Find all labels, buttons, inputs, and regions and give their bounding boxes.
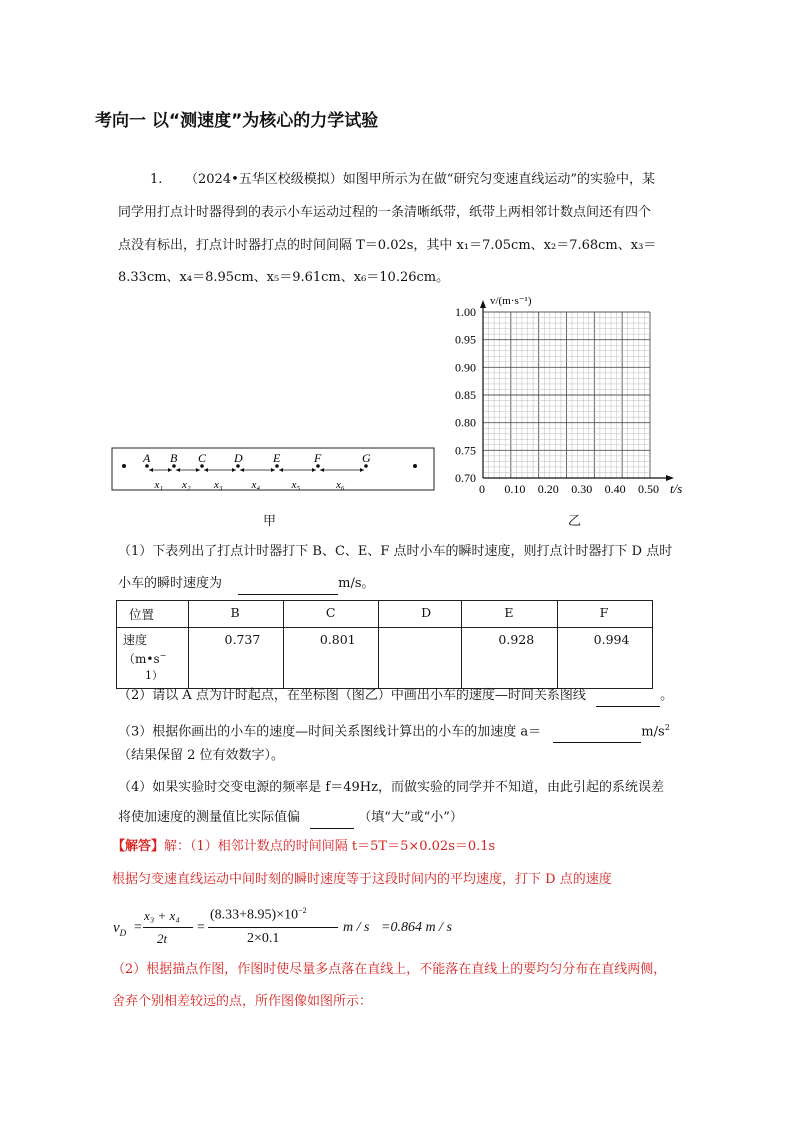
part1-line-2-prefix: 小车的瞬时速度为	[118, 576, 223, 591]
part3-line-1: （3）根据你画出的小车的速度—时间关系图线计算出的小车的加速度 $a= m/s^2$	[118, 718, 670, 743]
question-intro-line-3: 点没有标出，打点计时器打点的时间间隔 T＝0.02s，其中 x₁＝7.05cm、x₂＝7.68cm、x₃＝	[118, 238, 657, 253]
tape-point-label-b: B	[170, 451, 178, 465]
page-title: 考向一 以“测速度”为核心的力学试验	[95, 111, 379, 131]
answer-blank-bias[interactable]	[310, 808, 354, 829]
part1-line-2	[118, 574, 375, 595]
tape-segment-label-3: x₃	[214, 479, 223, 491]
tape-segment-label-4: x₄	[251, 479, 261, 491]
tape-segment-arrow-right-5	[312, 468, 316, 472]
tape-segment-arrow-right-2	[196, 468, 200, 472]
answer-line-1: 【解答】解：（1）相邻计数点的时间间隔 t＝5T＝5×0.02s＝0.1s	[112, 839, 496, 854]
table-cell-c: 0.801	[283, 628, 378, 689]
part3-line-2: （结果保留 2 位有效数字）。	[118, 748, 285, 763]
tape-segment-arrow-right-1	[168, 468, 172, 472]
tape-segment-arrow-left-6	[320, 468, 324, 472]
figure-caption-jia: 甲	[263, 514, 277, 529]
part1-line-1: （1）下表列出了打点计时器打下 B、C、E、F 点时小车的瞬时速度，则打点计时器打下 D 点时	[118, 544, 673, 559]
tape-segment-arrow-right-6	[360, 468, 364, 472]
formula-unit: m / s	[343, 920, 370, 935]
tape-segment-label-1: x₁	[154, 479, 164, 491]
answer-line-3: （2）根据描点作图，作图时使尽量多点落在直线上，不能落在直线上的要均匀分布在直线两侧，	[112, 962, 667, 977]
x-tick-label: 0.10	[504, 482, 526, 496]
table-cell-d[interactable]	[379, 628, 462, 689]
tape-segment-arrow-left-4	[240, 468, 244, 472]
formula-frac2-den: 2×0.1	[247, 931, 280, 946]
table-cell-b: 0.737	[188, 628, 283, 689]
answer-label: 【解答】	[112, 839, 165, 854]
table-cell-e: 0.928	[462, 628, 557, 689]
answer-line-2: 根据匀变速直线运动中间时刻的瞬时速度等于这段时间内的平均速度，打下 D 点的速度	[112, 872, 612, 887]
y-tick-label: 0.75	[455, 443, 476, 458]
table-header-f: F	[557, 601, 652, 628]
question-intro-line-2: 同学用打点计时器得到的表示小车运动过程的一条清晰纸带，纸带上两相邻计数点间还有四个	[118, 205, 652, 220]
answer-blank-graph[interactable]	[596, 686, 660, 707]
part4-line-2: 将使加速度的测量值比实际值偏 （填“大”或“小”）	[118, 808, 463, 829]
question-intro-line-4: 8.33cm、x₄＝8.95cm、x₅＝9.61cm、x₆＝10.26cm。	[118, 270, 450, 285]
answer-blank-d-velocity[interactable]	[238, 574, 338, 595]
tape-point-label-a: A	[143, 451, 151, 465]
tape-segment-label-6: x₆	[336, 479, 345, 491]
tape-dot-right	[413, 464, 417, 468]
table-header-c: C	[283, 601, 378, 628]
y-axis-label: v/(m·s⁻¹)	[490, 295, 532, 307]
tape-point-label-f: F	[314, 451, 322, 465]
x-axis-label: t/s	[670, 481, 683, 496]
table-header-e: E	[462, 601, 557, 628]
formula-frac2-num: $(8.33+8.95)\times 10^{-2}$	[210, 906, 307, 923]
tape-segment-arrow-left-3	[204, 468, 208, 472]
formula-lhs: $v_D$	[113, 920, 127, 938]
tape-point-label-d: D	[234, 451, 243, 465]
tape-point-label-c: C	[198, 451, 207, 465]
question-number: 1.	[150, 172, 163, 187]
velocity-table	[116, 600, 653, 689]
answer-line-4: 舍弃个别相差较远的点，所作图像如图所示：	[112, 994, 373, 1009]
tape-segment-label-5: x₅	[291, 479, 301, 491]
table-cell-f: 0.994	[557, 628, 652, 689]
x-tick-label: 0.50	[638, 482, 659, 496]
table-header-position: 位置	[117, 601, 189, 628]
y-tick-label: 0.90	[455, 360, 476, 375]
table-velocity-row	[117, 628, 653, 689]
tape-segment-arrow-left-1	[149, 468, 153, 472]
velocity-formula: $v_D$ = x₃ + x₄ 2t = $(8.33+8.95)\times 10^{-2}$ 2×0.1 m / s =0.864 m / s	[113, 906, 452, 946]
answer-blank-acceleration[interactable]	[553, 722, 641, 743]
y-axis-arrow	[480, 300, 486, 308]
table-header-row	[117, 601, 653, 628]
velocity-time-grid	[440, 292, 700, 502]
table-header-d: D	[379, 601, 462, 628]
formula-frac1-num: x₃ + x₄	[144, 908, 180, 923]
y-tick-label: 0.80	[455, 415, 476, 430]
tape-segment-arrow-left-5	[279, 468, 283, 472]
y-tick-label: 0.85	[455, 388, 476, 402]
x-tick-label: 0.30	[571, 482, 593, 496]
paper-tape-figure	[110, 440, 440, 500]
figure-caption-yi: 乙	[568, 514, 582, 529]
part2-line: （2）请以 A 点为计时起点，在坐标图（图乙）中画出小车的速度—时间关系图线 。	[118, 686, 673, 707]
y-tick-label: 1.00	[455, 305, 476, 319]
formula-result: =0.864 m / s	[381, 920, 452, 935]
part1-unit: m/s。	[338, 576, 375, 591]
formula-frac1-den: 2t	[157, 931, 168, 946]
y-tick-label: 0.95	[455, 332, 476, 347]
y-tick-label: 0.70	[455, 471, 476, 485]
x-tick-label: 0.40	[604, 482, 626, 496]
tape-dot-left	[122, 464, 126, 468]
tape-point-label-g: G	[362, 451, 371, 465]
tape-segment-arrow-right-3	[232, 468, 236, 472]
part4-line-1: （4）如果实验时交变电源的频率是 f＝49Hz，而做实验的同学并不知道，由此引起的系统误差	[118, 780, 664, 795]
tape-segment-label-2: x₂	[182, 479, 191, 491]
table-row-label: 速度（m•s− 1）	[117, 628, 189, 689]
question-intro-line-1: （2024•五华区校级模拟）如图甲所示为在做“研究匀变速直线运动”的实验中，某	[185, 172, 656, 187]
x-tick-label: 0	[479, 482, 485, 496]
tape-point-label-e: E	[273, 451, 281, 465]
table-header-b: B	[188, 601, 283, 628]
tape-segment-arrow-left-2	[176, 468, 180, 472]
tape-segment-arrow-right-4	[271, 468, 275, 472]
x-tick-label: 0.20	[537, 482, 559, 496]
